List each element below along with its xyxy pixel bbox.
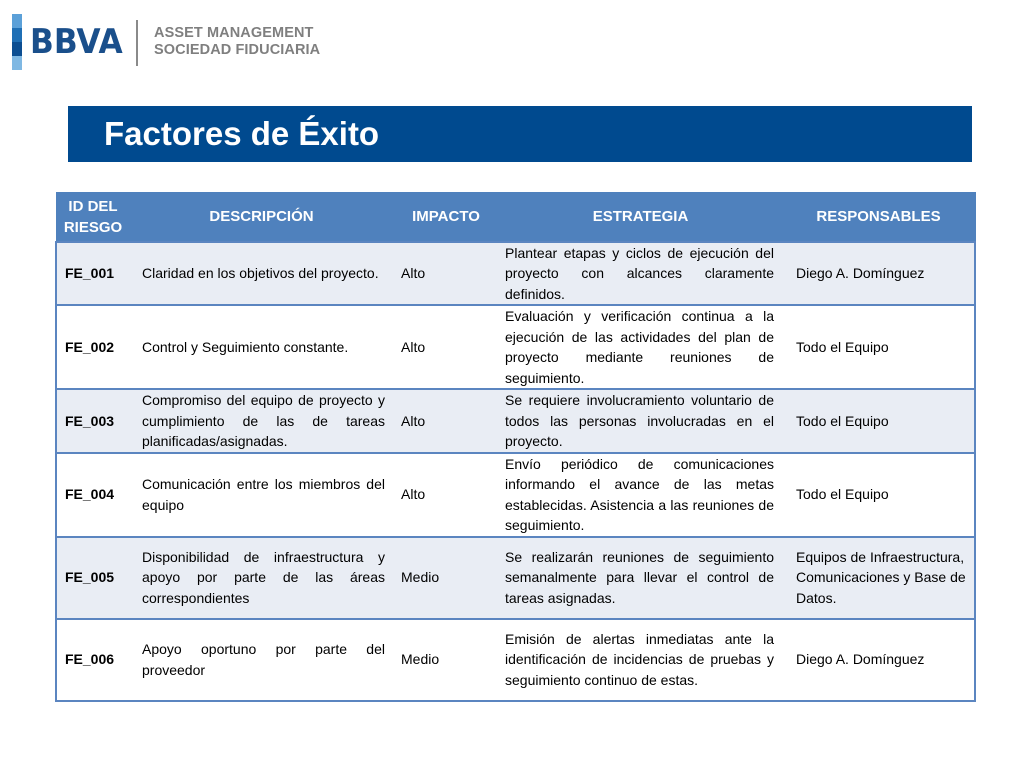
cell-impact: Alto	[393, 389, 499, 453]
table-header-row	[56, 193, 975, 242]
cell-id: FE_001	[56, 242, 130, 306]
logo-text: BBVA	[30, 22, 123, 62]
table-row	[56, 242, 975, 306]
header-impact: IMPACTO	[393, 193, 499, 242]
cell-responsible: Diego A. Domínguez	[782, 619, 975, 701]
logo-subtitle-line1: ASSET MANAGEMENT	[154, 25, 314, 41]
cell-impact: Medio	[393, 537, 499, 619]
header-strategy: ESTRATEGIA	[499, 193, 782, 242]
title-bar	[68, 106, 972, 162]
cell-id: FE_002	[56, 305, 130, 389]
cell-id: FE_004	[56, 453, 130, 537]
cell-description: Comunicación entre los miembros del equipo	[130, 453, 393, 537]
cell-responsible: Todo el Equipo	[782, 389, 975, 453]
header-responsible: RESPONSABLES	[782, 193, 975, 242]
cell-impact: Medio	[393, 619, 499, 701]
cell-responsible: Diego A. Domínguez	[782, 242, 975, 306]
cell-responsible: Equipos de Infraestructura, Comunicaciones y Base de Datos.	[782, 537, 975, 619]
table-row	[56, 453, 975, 537]
cell-strategy: Envío periódico de comunicaciones informando el avance de las metas establecidas. Asistencia a las reuniones de seguimiento.	[499, 453, 782, 537]
cell-responsible: Todo el Equipo	[782, 305, 975, 389]
cell-strategy: Se requiere involucramiento voluntario de todos las personas involucradas en el proyecto.	[499, 389, 782, 453]
cell-id: FE_006	[56, 619, 130, 701]
cell-description: Claridad en los objetivos del proyecto.	[130, 242, 393, 306]
cell-responsible: Todo el Equipo	[782, 453, 975, 537]
bbva-logo	[12, 14, 342, 70]
cell-impact: Alto	[393, 305, 499, 389]
cell-strategy: Se realizarán reuniones de seguimiento semanalmente para llevar el control de tareas asignadas.	[499, 537, 782, 619]
cell-strategy: Evaluación y verificación continua a la ejecución de las actividades del plan de proyecto mediante reuniones de seguimiento.	[499, 305, 782, 389]
cell-impact: Alto	[393, 453, 499, 537]
cell-id: FE_005	[56, 537, 130, 619]
cell-impact: Alto	[393, 242, 499, 306]
cell-description: Apoyo oportuno por parte del proveedor	[130, 619, 393, 701]
table-row	[56, 305, 975, 389]
cell-description: Compromiso del equipo de proyecto y cumplimiento de las de tareas planificadas/asignadas.	[130, 389, 393, 453]
logo-subtitle-line2: SOCIEDAD FIDUCIARIA	[154, 42, 321, 58]
table-row	[56, 537, 975, 619]
page-title: Factores de Éxito	[104, 115, 380, 152]
cell-description: Disponibilidad de infraestructura y apoyo por parte de las áreas correspondientes	[130, 537, 393, 619]
logo-divider	[136, 20, 138, 66]
header-description: DESCRIPCIÓN	[130, 193, 393, 242]
cell-strategy: Emisión de alertas inmediatas ante la identificación de incidencias de pruebas y seguimiento continuo de estas.	[499, 619, 782, 701]
table-row	[56, 389, 975, 453]
cell-id: FE_003	[56, 389, 130, 453]
cell-strategy: Plantear etapas y ciclos de ejecución del proyecto con alcances claramente definidos.	[499, 242, 782, 306]
header-id: ID DEL RIESGO	[56, 193, 130, 242]
cell-description: Control y Seguimiento constante.	[130, 305, 393, 389]
success-factors-table	[55, 192, 976, 702]
logo-bars-icon	[12, 14, 22, 70]
table-row	[56, 619, 975, 701]
